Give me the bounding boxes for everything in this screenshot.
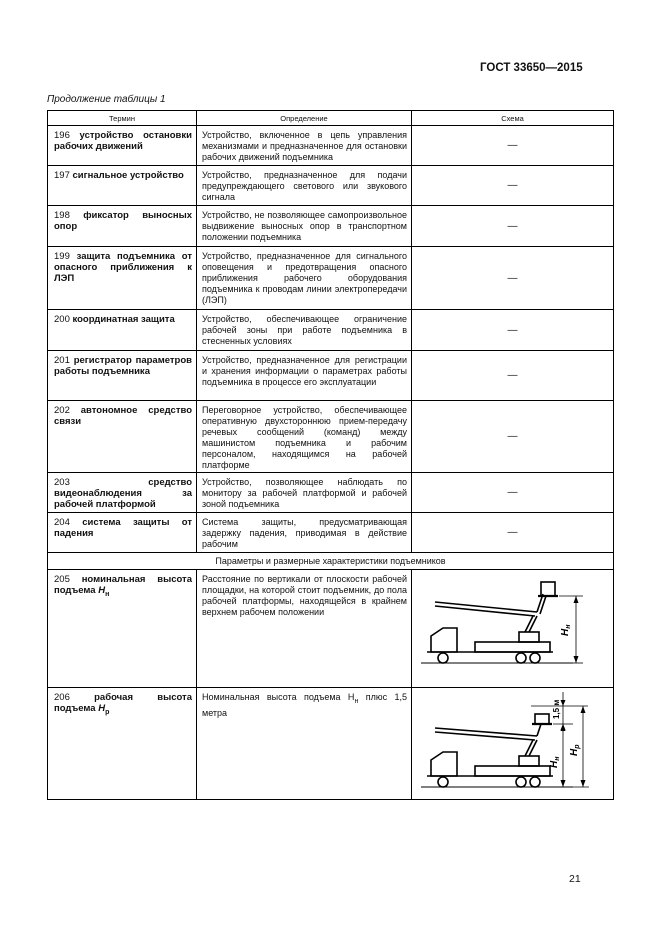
definition-cell: Устройство, обеспечивающее ограничение рабочей зоны при работе подъемника в стесненных условиях (197, 310, 412, 351)
table-row (48, 126, 614, 166)
diagram-label-h2-sub: р (573, 744, 581, 750)
term-cell: 201 регистратор параметров работы подъемника (48, 351, 197, 401)
diagram-label-h: H (559, 629, 571, 637)
term-cell: 200 координатная защита (48, 310, 197, 351)
term-cell: 196 устройство остановки рабочих движений (48, 126, 197, 166)
term-cell: 204 система защиты от падения (48, 513, 197, 553)
definition-cell: Расстояние по вертикали от плоскости рабочей площадки, на которой стоит подъемник, до пола рабочей платформы, находящейся в крайнем верхнем рабочем положении (197, 570, 412, 688)
term-cell: 198 фиксатор выносных опор (48, 206, 197, 247)
table-row (48, 688, 614, 800)
svg-text:Hр (569, 744, 581, 756)
table-row (48, 166, 614, 206)
table-row (48, 570, 614, 688)
schema-cell (412, 570, 614, 688)
schema-cell: — (412, 310, 614, 351)
schema-cell: — (412, 166, 614, 206)
lift-diagram-working-height (413, 688, 613, 794)
terms-table (47, 110, 614, 800)
table-row (48, 473, 614, 513)
term-cell: 199 защита подъемника от опасного приближения к ЛЭП (48, 247, 197, 310)
schema-cell: — (412, 247, 614, 310)
table-header-row (48, 111, 614, 126)
definition-cell: Номинальная высота подъема $H_н$ плюс 1,5 метра (197, 688, 412, 800)
table-caption: Продолжение таблицы 1 (47, 94, 166, 105)
term-cell: 203 средство видеонаблюдения за рабочей платформой (48, 473, 197, 513)
definition-cell: Устройство, предназначенное для сигнального оповещения и предотвращения опасного приближения рабочего оборудования подъемника к проводам линии электропередачи (ЛЭП) (197, 247, 412, 310)
definition-cell: Устройство, предназначенное для регистрации и хранения информации о параметрах работы подъемника в процессе его эксплуатации (197, 351, 412, 401)
column-header-definition: Определение (197, 111, 412, 126)
lift-diagram-nominal-height (413, 570, 613, 682)
table-row (48, 351, 614, 401)
schema-cell: — (412, 351, 614, 401)
schema-cell: — (412, 206, 614, 247)
schema-cell: — (412, 126, 614, 166)
term-cell: 197 сигнальное устройство (48, 166, 197, 206)
table-row (48, 401, 614, 473)
diagram-label-h1-sub: н (553, 756, 561, 762)
section-row (48, 553, 614, 570)
diagram-label-h2: H (568, 749, 580, 757)
diagram-label-h-sub: н (564, 624, 572, 630)
svg-text:Hн (549, 756, 561, 768)
table-row (48, 513, 614, 553)
schema-cell: — (412, 401, 614, 473)
definition-cell: Устройство, предназначенное для подачи предупреждающего светового или звукового сигнала (197, 166, 412, 206)
page-number: 21 (569, 873, 581, 885)
table-row (48, 206, 614, 247)
standard-number: ГОСТ 33650—2015 (480, 62, 583, 74)
column-header-term: Термин (48, 111, 197, 126)
diagram-label-h1: H (548, 761, 560, 769)
table-row (48, 247, 614, 310)
definition-cell: Устройство, включенное в цепь управления механизмами и предназначенное для остановки рабочих движений подъемника (197, 126, 412, 166)
definition-cell: Устройство, не позволяющее самопроизвольное выдвижение выносных опор в транспортном положении подъемника (197, 206, 412, 247)
section-title: Параметры и размерные характеристики подъемников (48, 553, 614, 570)
svg-text:Hн (560, 624, 572, 636)
column-header-schema: Схема (412, 111, 614, 126)
schema-cell: — (412, 513, 614, 553)
term-cell: 206 рабочая высота подъема $H_р$ (48, 688, 197, 800)
term-cell: 205 номинальная высота подъема $H_н$ (48, 570, 197, 688)
schema-cell (412, 688, 614, 800)
term-cell: 202 автономное средство связи (48, 401, 197, 473)
definition-cell: Переговорное устройство, обеспечивающее оперативную двухстороннюю прием-передачу речевых сообщений (команд) между машинистом подъемника и рабочим персоналом, находящимся на рабочей платформе (197, 401, 412, 473)
diagram-label-extra: 1,5 м (551, 700, 561, 720)
definition-cell: Устройство, позволяющее наблюдать по монитору за рабочей платформой и рабочей зоной подъемника (197, 473, 412, 513)
table-row (48, 310, 614, 351)
schema-cell: — (412, 473, 614, 513)
definition-cell: Система защиты, предусматривающая задержку падения, приводимая в действие рабочим (197, 513, 412, 553)
